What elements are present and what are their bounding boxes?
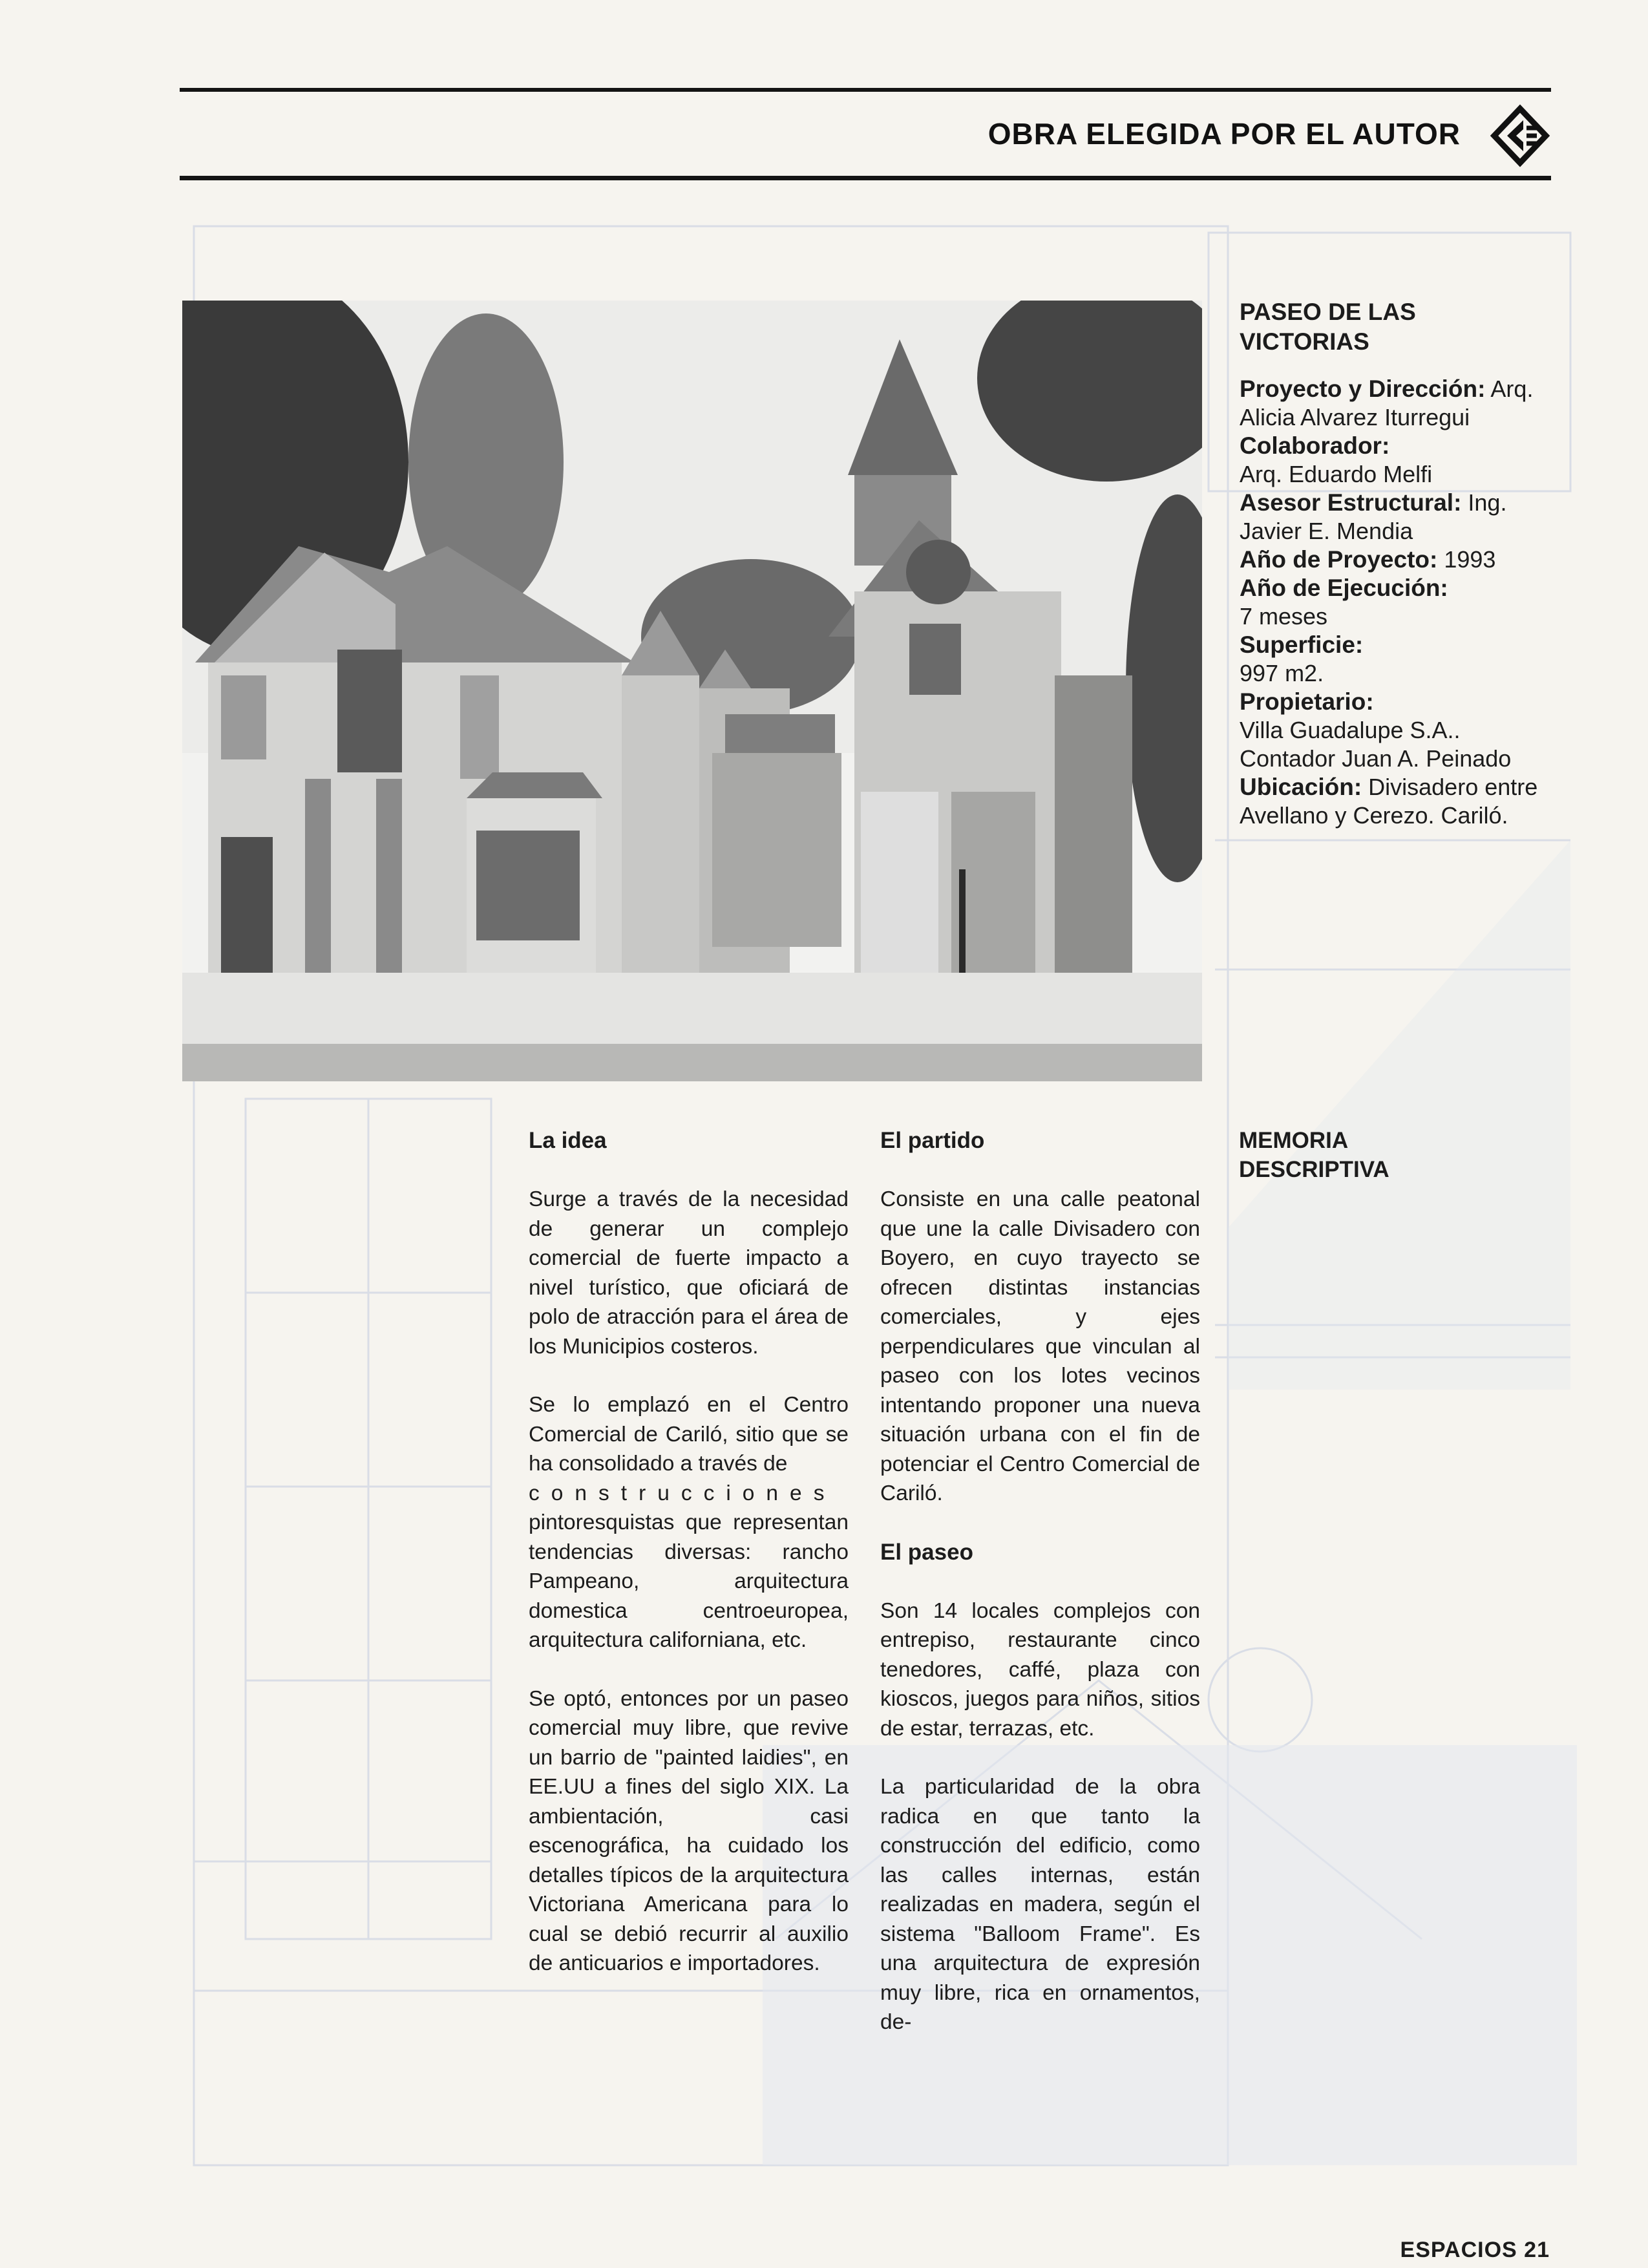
credit-row	[1240, 801, 1556, 830]
credit-label: Ubicación:	[1240, 774, 1362, 800]
header-top-rule	[180, 88, 1551, 92]
credit-value: 1993	[1437, 546, 1496, 573]
project-info-panel	[1240, 297, 1556, 830]
heading-la-idea: La idea	[529, 1128, 607, 1153]
credit-value: Arq.	[1485, 376, 1534, 402]
credit-label: Año de Proyecto:	[1240, 546, 1438, 573]
credit-value: Ing.	[1461, 489, 1507, 516]
project-title: PASEO DE LAS VICTORIAS	[1240, 299, 1416, 355]
credit-label: Colaborador:	[1240, 432, 1390, 459]
paragraph: Se lo emplazó en el Centro Comercial de Cariló, sitio que se ha consolidado a través de construcciones pintoresquistas que representan tendencias diversas: rancho Pampeano, arquitectura domestica centroeuropea, arquitectura californiana, etc.	[529, 1393, 849, 1652]
credit-value: 7 meses	[1240, 603, 1328, 630]
credit-row	[1240, 375, 1556, 403]
paragraph: Se optó, entonces por un paseo comercial muy libre, que revive un barrio de "painted laidies", en EE.UU a fines del siglo XIX. La ambientación, casi escenográfica, ha cuidado los detalles típicos de la arquitectura Victoriana Americana para lo cual se debió recurrir al auxilio de anticuarios e importadores.	[529, 1686, 849, 1975]
credit-row	[1240, 460, 1556, 489]
credit-row	[1240, 659, 1556, 688]
credit-row	[1240, 432, 1556, 460]
credit-value: Arq. Eduardo Melfi	[1240, 461, 1433, 487]
heading-el-paseo: El paseo	[880, 1539, 973, 1565]
magazine-name: ESPACIOS	[1400, 2238, 1517, 2262]
magazine-logo-icon	[1488, 103, 1552, 168]
credit-value: Villa Guadalupe S.A..	[1240, 717, 1461, 743]
column-el-partido	[880, 1126, 1200, 2066]
credit-value: Divisadero entre	[1362, 774, 1538, 800]
paragraph: Son 14 locales complejos con entrepiso, restaurante cinco tenedores, caffé, plaza con kioscos, juegos para niños, sitios de estar, terrazas, etc.	[880, 1598, 1200, 1741]
credit-row	[1240, 631, 1556, 659]
credit-value: 997 m2.	[1240, 660, 1324, 686]
victorian-building-photo	[182, 301, 1202, 1081]
credit-row	[1240, 489, 1556, 517]
heading-el-partido: El partido	[880, 1128, 985, 1153]
credit-label: Superficie:	[1240, 631, 1364, 658]
paragraph: La particularidad de la obra radica en que tanto la construcción del edificio, como las calles internas, están realizadas en madera, según el sistema "Balloom Frame". Es una arquitectura de expresión muy libre, rica en ornamentos, de-	[880, 1775, 1200, 2034]
page-footer	[1400, 2238, 1550, 2263]
column-la-idea	[529, 1126, 849, 2008]
credit-label: Asesor Estructural:	[1240, 489, 1462, 516]
credit-row	[1240, 546, 1556, 574]
credit-label: Propietario:	[1240, 688, 1374, 715]
page-number: 21	[1524, 2238, 1550, 2262]
credit-row	[1240, 403, 1556, 432]
header-bottom-rule	[180, 176, 1551, 180]
paragraph: Surge a través de la necesidad de generar un complejo comercial de fuerte impacto a nivel turístico, que oficiará de polo de atracción para el área de los Municipios costeros.	[529, 1187, 849, 1359]
credit-value: Contador Juan A. Peinado	[1240, 745, 1512, 772]
credit-row	[1240, 745, 1556, 773]
credit-row	[1240, 602, 1556, 631]
credit-label: Año de Ejecución:	[1240, 575, 1448, 601]
credit-value: Alicia Alvarez Iturregui	[1240, 404, 1470, 430]
credit-row	[1240, 517, 1556, 546]
credit-row	[1240, 574, 1556, 602]
credit-value: Avellano y Cerezo. Cariló.	[1240, 802, 1508, 829]
credit-row	[1240, 716, 1556, 745]
section-title: OBRA ELEGIDA POR EL AUTOR	[988, 117, 1461, 151]
column-memoria	[1239, 1126, 1559, 1214]
credit-value: Javier E. Mendia	[1240, 518, 1413, 544]
credit-row	[1240, 773, 1556, 801]
credit-row	[1240, 688, 1556, 716]
credit-label: Proyecto y Dirección:	[1240, 376, 1486, 402]
paragraph: Consiste en una calle peatonal que une la calle Divisadero con Boyero, en cuyo trayecto se ofrecen distintas instancias comerciales, y ejes perpendiculares que vinculan al paseo con los lotes vecinos intentando proponer una nueva situación urbana con el fin de potenciar el Centro Comercial de Cariló.	[880, 1187, 1200, 1505]
heading-memoria-descriptiva: MEMORIA DESCRIPTIVA	[1239, 1128, 1389, 1182]
project-credits	[1240, 375, 1556, 830]
